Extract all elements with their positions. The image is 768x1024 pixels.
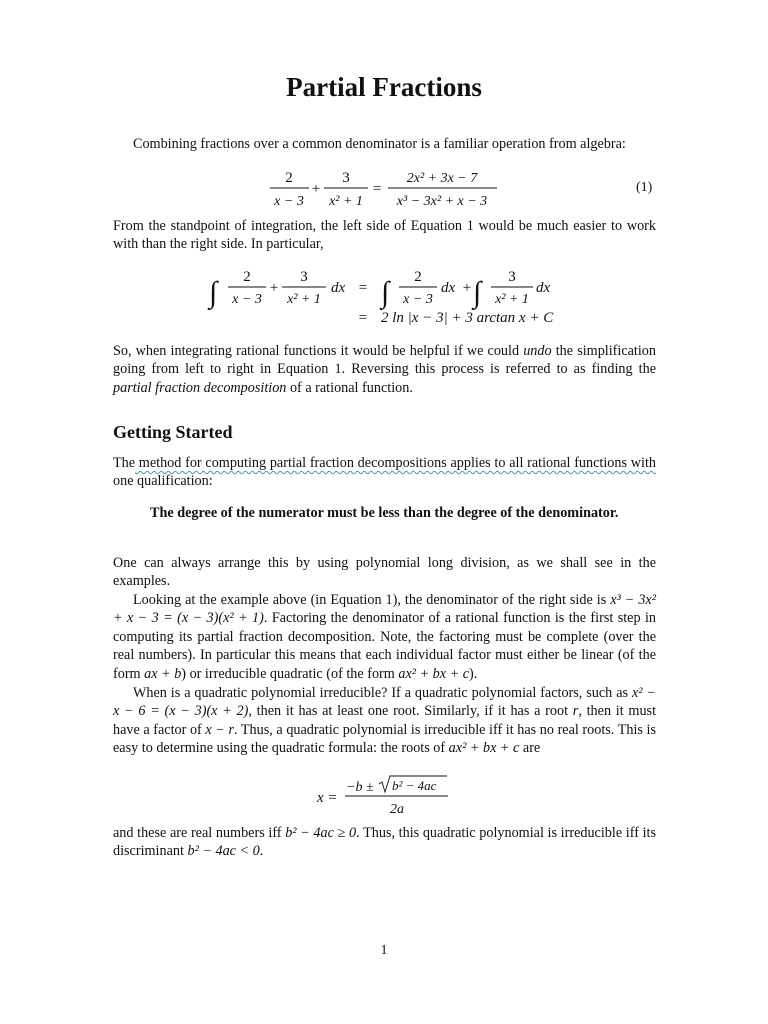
integral-sign-left: ∫ (209, 276, 218, 309)
text-span: Looking at the example above (in Equation 1), the denominator of the right side is (133, 592, 611, 608)
eq1-rhs-denominator: x³ − 3x² + x − 3 (396, 194, 488, 209)
math-inline: ax² + bx + c (448, 740, 520, 757)
paragraph-standpoint: From the standpoint of integration, the left side of Equation 1 would be much easier to work with than the right side. In particular, (113, 218, 656, 253)
page-number: 1 (380, 943, 388, 958)
text-span: ). (469, 665, 478, 682)
int-dx-1: dx (331, 280, 346, 296)
text-span: of a rational function. (286, 379, 413, 396)
int-term2-denominator: x² + 1 (287, 292, 321, 307)
math-inline: ax² + bx + c (398, 665, 470, 682)
int-term4-denominator: x² + 1 (495, 292, 529, 307)
math-inline: ax + b (144, 665, 182, 682)
math-inline: x − r (205, 721, 234, 738)
paragraph-long-division: One can always arrange this by using polynomial long division, as we shall see in the examples. (113, 555, 656, 590)
intro-paragraph: Combining fractions over a common denominator is a familiar operation from algebra: (133, 136, 626, 152)
math-inline: x² − x − 6 = (x − 3)(x + 2) (113, 685, 657, 720)
text-span: . Thus, a quadratic polynomial is irreducible iff it has no real roots. This is easy to determine using the quadratic formula: the roots of (113, 721, 656, 757)
eq1-rhs-numerator: 2x² + 3x − 7 (406, 171, 478, 186)
text-span: The (113, 455, 136, 471)
quadratic-radicand: b² − 4ac (392, 778, 437, 793)
integral-sign-right: ∫ (473, 276, 482, 309)
paragraph-undo (113, 342, 656, 397)
paragraph-irreducible (113, 684, 656, 758)
int-dx-3: dx (536, 280, 551, 296)
math-inline: x³ − 3x² + x − 3 = (x − 3)(x² + 1) (113, 592, 656, 627)
paragraph-discriminant (113, 824, 656, 861)
quadratic-denominator: 2a (390, 802, 404, 817)
int-term3-denominator: x − 3 (403, 292, 433, 307)
text-span: . (259, 843, 264, 860)
int-equals-2: = (358, 310, 368, 326)
text-span: and these are real numbers iff (113, 825, 286, 841)
eq1-equals: = (372, 181, 382, 197)
eq1-term1-numerator: 2 (285, 170, 293, 186)
int-plus-1: + (269, 280, 279, 296)
paragraph-method (113, 454, 656, 491)
quadratic-formula (315, 773, 455, 819)
spellcheck-underlined-text[interactable]: method for computing partial fraction decompositions applies to all rational functions with (135, 455, 656, 471)
section-heading: Getting Started (113, 422, 233, 442)
int-equals-1: = (358, 280, 368, 296)
qualification-statement: The degree of the numerator must be less than the degree of the denominator. (150, 505, 619, 521)
integral-sign-mid: ∫ (381, 276, 390, 309)
text-span: , then it has at least one root. Similarly, if it has a root (248, 703, 573, 720)
int-plus-2: + (462, 280, 472, 296)
text-span: So, when integrating rational functions it would be helpful if we could (113, 343, 524, 359)
text-span: are (519, 740, 541, 757)
emphasis-partial-fraction-decomposition: partial fraction decomposition (113, 379, 287, 396)
text-span: , then it must have a factor of (113, 703, 657, 738)
int-dx-2: dx (441, 280, 456, 296)
paragraph-example-denominator (113, 591, 656, 683)
math-inline: b² − 4ac ≥ 0 (285, 825, 357, 841)
eq1-term2-numerator: 3 (342, 170, 350, 186)
text-span: the simplification going from left to right in Equation 1. Reversing this process is referred to as finding the (113, 343, 656, 378)
equation-number: (1) (636, 180, 653, 195)
quadratic-lhs: x = (317, 790, 338, 806)
int-term3-numerator: 2 (414, 269, 422, 285)
math-inline: b² − 4ac < 0 (187, 843, 260, 860)
int-term1-denominator: x − 3 (232, 292, 262, 307)
int-term4-numerator: 3 (508, 269, 516, 285)
text-span: . Thus, this quadratic polynomial is irreducible iff its discriminant (113, 825, 656, 860)
int-term2-numerator: 3 (300, 269, 308, 285)
math-inline: r (572, 703, 579, 720)
emphasis-undo: undo (523, 343, 552, 359)
eq1-term2-denominator: x² + 1 (329, 194, 363, 209)
text-span: . Factoring the denominator of a rational function is the first step in computing its partial fraction decomposition. Note, the factoring must be complete (over the real numbers). In particular this means that each individual factor must either be linear (of the form (113, 610, 656, 682)
equation-1 (260, 162, 520, 212)
int-result: 2 ln |x − 3| + 3 arctan x + C (381, 310, 554, 326)
eq1-term1-denominator: x − 3 (274, 194, 304, 209)
int-term1-numerator: 2 (243, 269, 251, 285)
quadratic-numerator-b: −b ± (346, 780, 374, 795)
text-span: one qualification: (113, 473, 213, 490)
text-span: ) or irreducible quadratic (of the form (181, 665, 399, 682)
eq1-plus: + (311, 181, 321, 197)
text-span: When is a quadratic polynomial irreducible? If a quadratic polynomial factors, such as (133, 685, 632, 701)
page-title: Partial Fractions (286, 72, 482, 102)
integral-equation (205, 262, 575, 334)
